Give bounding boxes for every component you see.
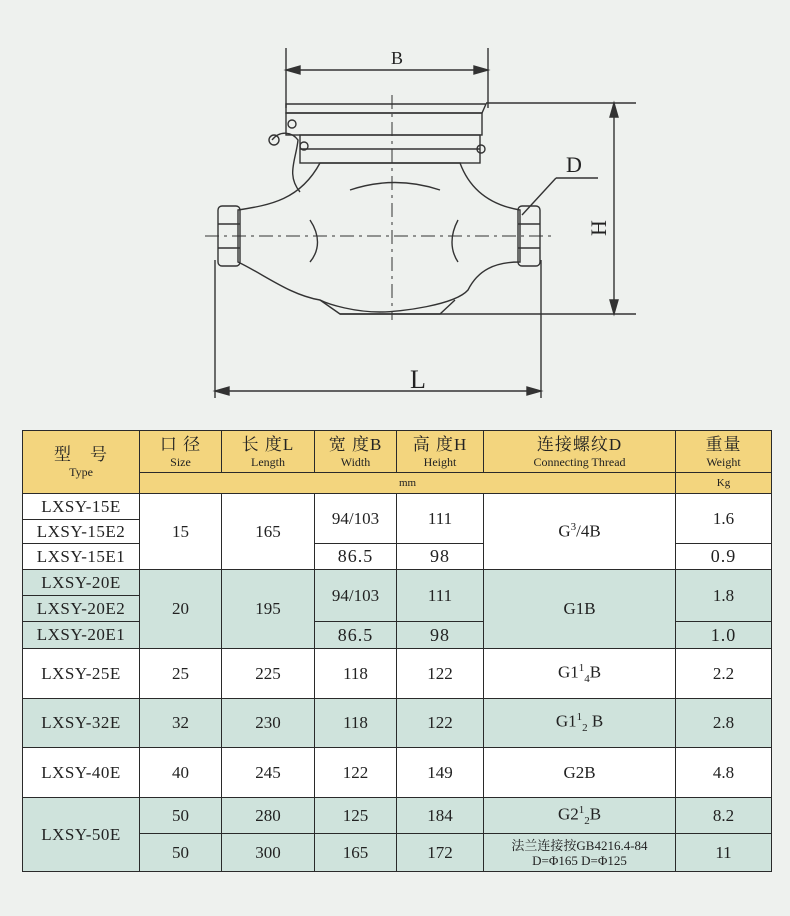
water-meter-drawing (0, 0, 790, 420)
thread-text: G (558, 521, 571, 541)
length-cell: 165 (222, 494, 315, 570)
size-cell: 15 (140, 494, 222, 570)
width-cell: 86.5 (315, 544, 397, 570)
thread-cell (484, 798, 676, 834)
thread-sub: 2 (582, 722, 588, 735)
weight-cell: 8.2 (676, 798, 772, 834)
weight-cell: 11 (676, 834, 772, 872)
dim-h-arrow-bottom (610, 300, 618, 314)
col-weight (676, 431, 772, 473)
thread-sup: 1 (578, 803, 585, 816)
table-row (23, 699, 772, 748)
model-cell: LXSY-20E1 (23, 622, 140, 649)
meter-body (238, 163, 520, 312)
height-cell: 111 (397, 494, 484, 544)
weight-cell: 4.8 (676, 748, 772, 798)
cover-pin-left (288, 120, 296, 128)
model-cell: LXSY-15E1 (23, 544, 140, 570)
flange-diameters: D=Φ165 D=Φ125 (532, 852, 627, 868)
model-cell: LXSY-15E2 (23, 520, 140, 544)
width-cell: 122 (315, 748, 397, 798)
width-cell: 94/103 (315, 570, 397, 622)
meter-cover-band (286, 113, 482, 135)
model-cell: LXSY-25E (23, 649, 140, 699)
thread-text: G2 (557, 804, 579, 824)
dim-b-arrow-left (286, 66, 300, 74)
unit-kg: Kg (676, 473, 772, 494)
height-cell: 122 (397, 649, 484, 699)
dim-l-arrow-left (215, 387, 229, 395)
thread-cell (484, 494, 676, 570)
size-cell: 32 (140, 699, 222, 748)
model-cell: LXSY-40E (23, 748, 140, 798)
weight-cell: 1.6 (676, 494, 772, 544)
flange-note: 法兰连接按GB4216.4-84 (511, 837, 648, 853)
length-cell: 225 (222, 649, 315, 699)
weight-cell: 1.0 (676, 622, 772, 649)
unit-mm: mm (140, 473, 676, 494)
dim-l-arrow-right (527, 387, 541, 395)
height-cn: 高 度H (412, 434, 468, 454)
body-contour-left (310, 220, 318, 262)
model-cell: LXSY-15E (23, 494, 140, 520)
length-en: Length (251, 454, 285, 469)
height-cell: 172 (397, 834, 484, 872)
thread-text: G1 (555, 712, 577, 732)
height-cell: 184 (397, 798, 484, 834)
dim-d-leader (522, 178, 556, 215)
size-en: Size (170, 454, 191, 469)
size-cn: 口 径 (159, 434, 202, 454)
dim-h-label: H (586, 220, 611, 236)
dim-h-arrow-top (610, 103, 618, 117)
type-cn: 型 号 (54, 445, 108, 464)
width-cell: 125 (315, 798, 397, 834)
thread-cell: G1B (484, 570, 676, 649)
seal-bead (269, 135, 279, 145)
thread-sup: 3 (570, 521, 577, 534)
length-cell: 245 (222, 748, 315, 798)
dim-d-label: D (566, 152, 582, 177)
table-row (23, 798, 772, 834)
weight-cn: 重量 (705, 434, 742, 454)
weight-cell: 0.9 (676, 544, 772, 570)
table-row (23, 570, 772, 596)
thread-text-end: B (589, 804, 602, 824)
thread-text-end: /4B (576, 521, 601, 541)
thread-text: G1 (557, 662, 579, 682)
size-cell: 25 (140, 649, 222, 699)
spec-table (22, 430, 772, 872)
thread-cell (484, 649, 676, 699)
thread-text-end: B (587, 712, 604, 732)
height-en: Height (423, 454, 457, 469)
width-en: Width (340, 454, 371, 469)
thread-sup: 1 (578, 661, 585, 674)
col-type (23, 431, 140, 494)
thread-text-end: B (589, 662, 602, 682)
width-cell: 94/103 (315, 494, 397, 544)
table-row (23, 649, 772, 699)
dim-b-arrow-right (474, 66, 488, 74)
size-cell: 50 (140, 798, 222, 834)
header-row (23, 431, 772, 473)
thread-cell (484, 834, 676, 872)
size-cell: 40 (140, 748, 222, 798)
size-cell: 20 (140, 570, 222, 649)
height-cell: 98 (397, 622, 484, 649)
length-cn: 长 度L (241, 434, 295, 454)
col-length (222, 431, 315, 473)
col-height (397, 431, 484, 473)
col-thread (484, 431, 676, 473)
thread-sub: 2 (584, 815, 590, 828)
seal-wire (272, 133, 300, 192)
thread-sup: 1 (576, 711, 583, 724)
dim-l-label: L (410, 365, 426, 394)
col-width (315, 431, 397, 473)
model-cell: LXSY-20E2 (23, 596, 140, 622)
thread-cn: 连接螺纹D (536, 434, 623, 454)
model-cell: LXSY-32E (23, 699, 140, 748)
size-cell: 50 (140, 834, 222, 872)
width-cell: 118 (315, 649, 397, 699)
width-cn: 宽 度B (328, 434, 383, 454)
body-contour-top (350, 183, 440, 191)
model-cell: LXSY-50E (23, 798, 140, 872)
width-cell: 86.5 (315, 622, 397, 649)
meter-cover-top (286, 104, 486, 113)
length-cell: 300 (222, 834, 315, 872)
height-cell: 98 (397, 544, 484, 570)
table-row (23, 494, 772, 520)
model-cell: LXSY-20E (23, 570, 140, 596)
length-cell: 195 (222, 570, 315, 649)
height-cell: 122 (397, 699, 484, 748)
weight-cell: 2.2 (676, 649, 772, 699)
thread-cell: G2B (484, 748, 676, 798)
height-cell: 149 (397, 748, 484, 798)
col-size (140, 431, 222, 473)
table-row (23, 748, 772, 798)
thread-cell (484, 699, 676, 748)
body-contour-right (452, 220, 458, 262)
dim-b-label: B (390, 48, 404, 68)
length-cell: 230 (222, 699, 315, 748)
weight-en: Weight (706, 454, 741, 469)
height-cell: 111 (397, 570, 484, 622)
width-cell: 118 (315, 699, 397, 748)
thread-sub: 4 (584, 673, 590, 686)
type-en: Type (69, 465, 93, 479)
weight-cell: 1.8 (676, 570, 772, 622)
length-cell: 280 (222, 798, 315, 834)
width-cell: 165 (315, 834, 397, 872)
thread-en: Connecting Thread (533, 454, 626, 469)
weight-cell: 2.8 (676, 699, 772, 748)
